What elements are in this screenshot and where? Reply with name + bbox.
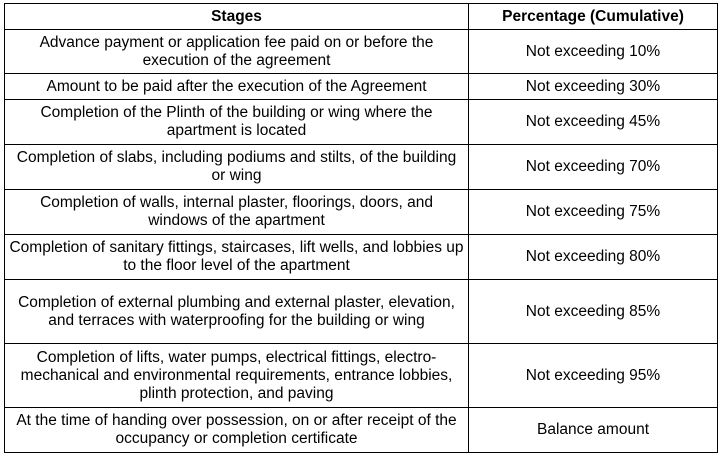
- stage-cell: Amount to be paid after the execution of the Agreement: [5, 74, 469, 100]
- table-row: [5, 190, 718, 235]
- percentage-cell: Balance amount: [469, 408, 718, 453]
- header-stages: Stages: [5, 4, 469, 30]
- stage-cell: At the time of handing over possession, on or after receipt of the occupancy or completion certificate: [5, 408, 469, 453]
- stage-cell: Completion of slabs, including podiums and stilts, of the building or wing: [5, 145, 469, 190]
- table-row: [5, 235, 718, 280]
- payment-schedule-table: [4, 3, 718, 453]
- percentage-cell: Not exceeding 30%: [469, 74, 718, 100]
- table-row: [5, 74, 718, 100]
- payment-schedule-container: [4, 3, 718, 453]
- table-header-row: [5, 4, 718, 30]
- stage-cell: Completion of sanitary fittings, staircases, lift wells, and lobbies up to the floor level of the apartment: [5, 235, 469, 280]
- percentage-cell: Not exceeding 70%: [469, 145, 718, 190]
- table-row: [5, 344, 718, 408]
- percentage-cell: Not exceeding 85%: [469, 280, 718, 344]
- percentage-cell: Not exceeding 80%: [469, 235, 718, 280]
- stage-cell: Completion of external plumbing and external plaster, elevation, and terraces with waterproofing for the building or wing: [5, 280, 469, 344]
- percentage-cell: Not exceeding 10%: [469, 30, 718, 74]
- table-row: [5, 100, 718, 145]
- header-percentage: Percentage (Cumulative): [469, 4, 718, 30]
- table-row: [5, 408, 718, 453]
- table-row: [5, 30, 718, 74]
- percentage-cell: Not exceeding 95%: [469, 344, 718, 408]
- stage-cell: Completion of walls, internal plaster, floorings, doors, and windows of the apartment: [5, 190, 469, 235]
- stage-cell: Completion of the Plinth of the building or wing where the apartment is located: [5, 100, 469, 145]
- table-row: [5, 145, 718, 190]
- table-row: [5, 280, 718, 344]
- percentage-cell: Not exceeding 75%: [469, 190, 718, 235]
- stage-cell: Advance payment or application fee paid on or before the execution of the agreement: [5, 30, 469, 74]
- stage-cell: Completion of lifts, water pumps, electrical fittings, electro-mechanical and environmental requirements, entrance lobbies, plinth protection, and paving: [5, 344, 469, 408]
- percentage-cell: Not exceeding 45%: [469, 100, 718, 145]
